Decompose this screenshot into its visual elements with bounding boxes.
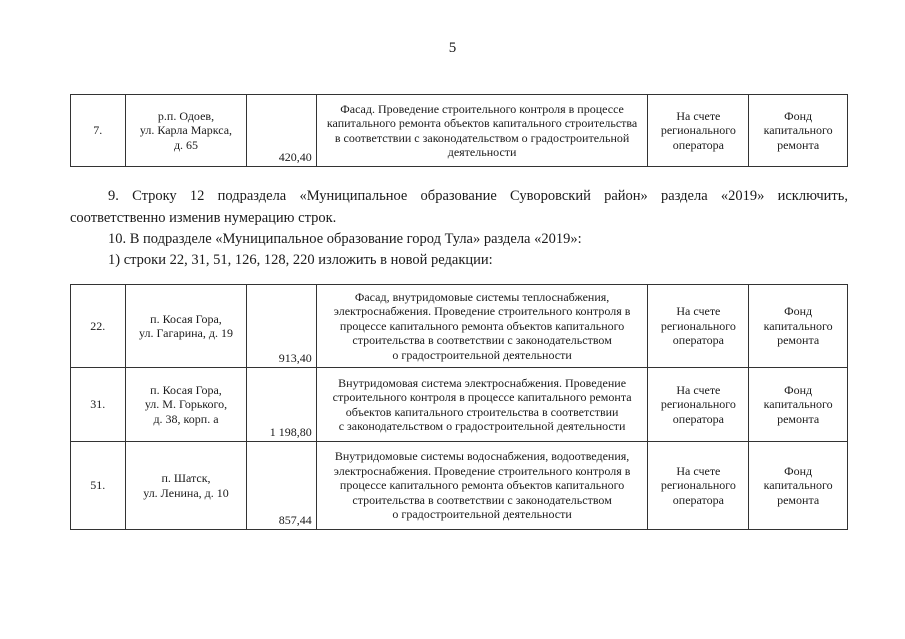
- row-work-description: Фасад. Проведение строительного контроля в процессе капитального ремонта объектов капитального строительства в соответствии с законодательством о градостроительной деятельности: [316, 95, 648, 167]
- row-address: р.п. Одоев, ул. Карла Маркса, д. 65: [125, 95, 247, 167]
- row-address: п. Косая Гора, ул. М. Горького, д. 38, корп. а: [125, 368, 247, 442]
- page-number: 5: [448, 40, 457, 56]
- row-executor: На счете регионального оператора: [648, 442, 749, 530]
- paragraph-10: 10. В подразделе «Муниципальное образование город Тула» раздела «2019»:: [108, 231, 582, 247]
- row-funding-source: Фонд капитального ремонта: [749, 95, 848, 167]
- row-work-description: Внутридомовые системы водоснабжения, водоотведения, электроснабжения. Проведение строительного контроля в процессе капитального ремонта объектов капитального строительства в соответствии с законодательством о градостроительной деятельности: [316, 442, 648, 530]
- table-row: [71, 285, 848, 368]
- row-number: 7.: [71, 95, 126, 167]
- table-row: [71, 442, 848, 530]
- row-executor: На счете регионального оператора: [648, 285, 749, 368]
- table-row: [71, 368, 848, 442]
- row-cost: 857,44: [247, 442, 316, 530]
- row-funding-source: Фонд капитального ремонта: [749, 442, 848, 530]
- row-work-description: Фасад, внутридомовые системы теплоснабжения, электроснабжения. Проведение строительного контроля в процессе капитального ремонта объектов капитального строительства в соответствии с законодательством о градостроительной деятельности: [316, 285, 648, 368]
- table-row: [71, 95, 848, 167]
- row-funding-source: Фонд капитального ремонта: [749, 368, 848, 442]
- row-cost: 420,40: [247, 95, 316, 167]
- row-address: п. Косая Гора, ул. Гагарина, д. 19: [125, 285, 247, 368]
- row-address: п. Шатск, ул. Ленина, д. 10: [125, 442, 247, 530]
- row-cost: 1 198,80: [247, 368, 316, 442]
- paragraph-10-1: 1) строки 22, 31, 51, 126, 128, 220 изложить в новой редакции:: [108, 252, 493, 268]
- paragraph-9-line-2: соответственно изменив нумерацию строк.: [70, 210, 337, 226]
- row-funding-source: Фонд капитального ремонта: [749, 285, 848, 368]
- row-executor: На счете регионального оператора: [648, 368, 749, 442]
- paragraph-9-line-1: 9. Строку 12 подраздела «Муниципальное образование Суворовский район» раздела «2019» исключить,: [108, 188, 848, 204]
- row-cost: 913,40: [247, 285, 316, 368]
- row-number: 51.: [71, 442, 126, 530]
- row-executor: На счете регионального оператора: [648, 95, 749, 167]
- table-main: [70, 284, 848, 530]
- row-number: 22.: [71, 285, 126, 368]
- row-number: 31.: [71, 368, 126, 442]
- row-work-description: Внутридомовая система электроснабжения. Проведение строительного контроля в процессе капитального ремонта объектов капитального строительства в соответствии с законодательством о градостроительной деятельности: [316, 368, 648, 442]
- table-top: [70, 94, 848, 167]
